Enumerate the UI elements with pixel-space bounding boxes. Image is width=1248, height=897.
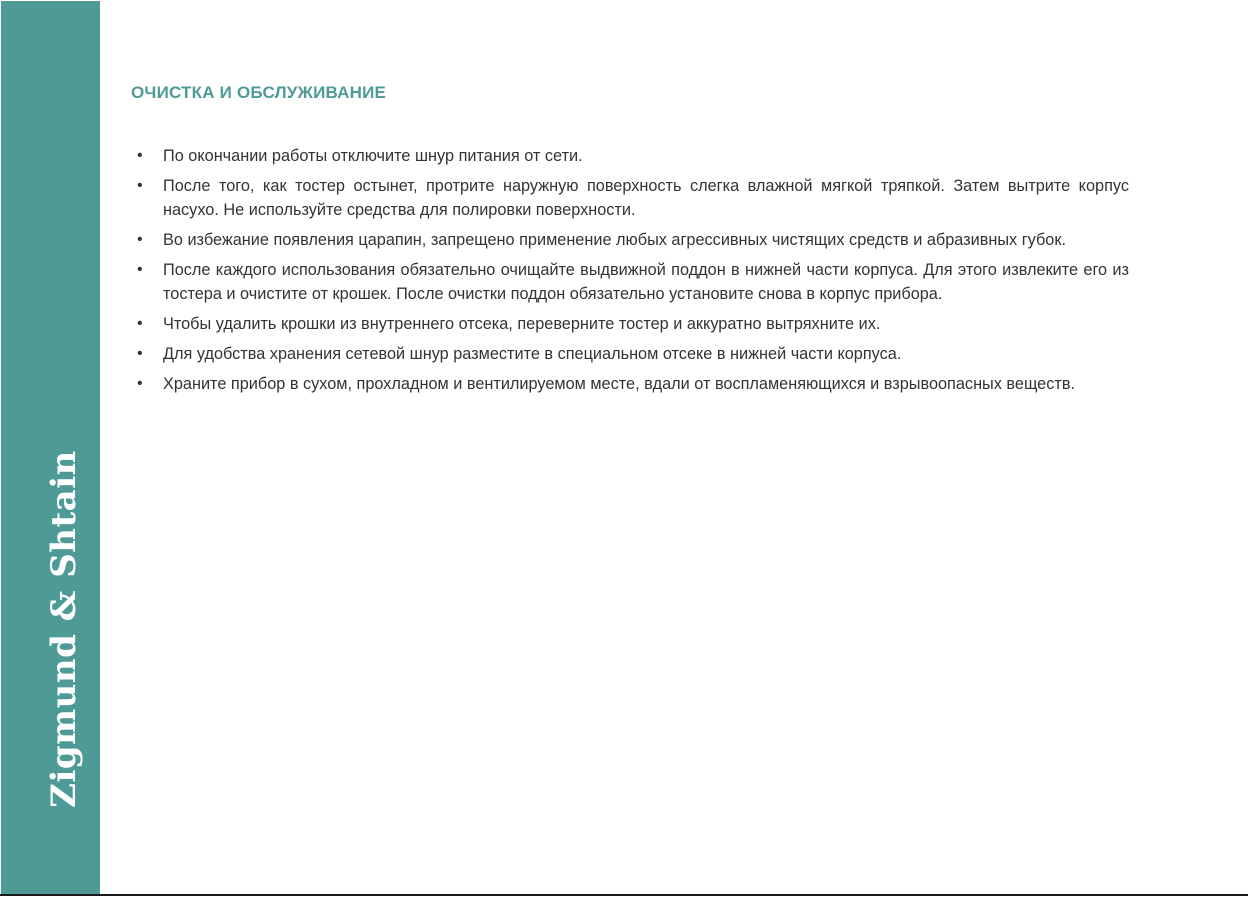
list-item <box>131 174 1129 222</box>
brand-sidebar <box>1 1 100 894</box>
list-item <box>131 144 1129 168</box>
bullet-icon: • <box>137 261 143 278</box>
list-item <box>131 342 1129 366</box>
page-content <box>131 82 1129 402</box>
bullet-icon: • <box>137 231 143 248</box>
list-item-text: Для удобства хранения сетевой шнур разместите в специальном отсеке в нижней части корпуса. <box>163 345 902 363</box>
bullet-icon: • <box>137 315 143 332</box>
list-item-text: По окончании работы отключите шнур питания от сети. <box>163 147 583 165</box>
list-item-text: После каждого использования обязательно очищайте выдвижной поддон в нижней части корпуса. Для этого извлеките его из тостера и очистите от крошек. После очистки поддон обязательно установите снова в корпус прибора. <box>163 261 1129 303</box>
bullet-icon: • <box>137 177 143 194</box>
list-item <box>131 258 1129 306</box>
list-item-text: Во избежание появления царапин, запрещено применение любых агрессивных чистящих средств и абразивных губок. <box>163 231 1067 249</box>
bottom-divider <box>0 894 1248 896</box>
list-item-text: После того, как тостер остынет, протрите наружную поверхность слегка влажной мягкой тряпкой. Затем вытрите корпус насухо. Не используйте средства для полировки поверхности. <box>163 177 1129 219</box>
bullet-icon: • <box>137 375 143 392</box>
list-item <box>131 228 1129 252</box>
list-item <box>131 372 1129 396</box>
brand-logo: Zigmund & Shtain <box>44 450 84 808</box>
list-item <box>131 312 1129 336</box>
section-title: ОЧИСТКА И ОБСЛУЖИВАНИЕ <box>131 83 387 102</box>
list-item-text: Храните прибор в сухом, прохладном и вентилируемом месте, вдали от воспламеняющихся и взрывоопасных веществ. <box>163 375 1075 393</box>
instruction-list <box>131 144 1129 396</box>
list-item-text: Чтобы удалить крошки из внутреннего отсека, переверните тостер и аккуратно вытряхните их. <box>163 315 881 333</box>
bullet-icon: • <box>137 345 143 362</box>
bullet-icon: • <box>137 147 143 164</box>
